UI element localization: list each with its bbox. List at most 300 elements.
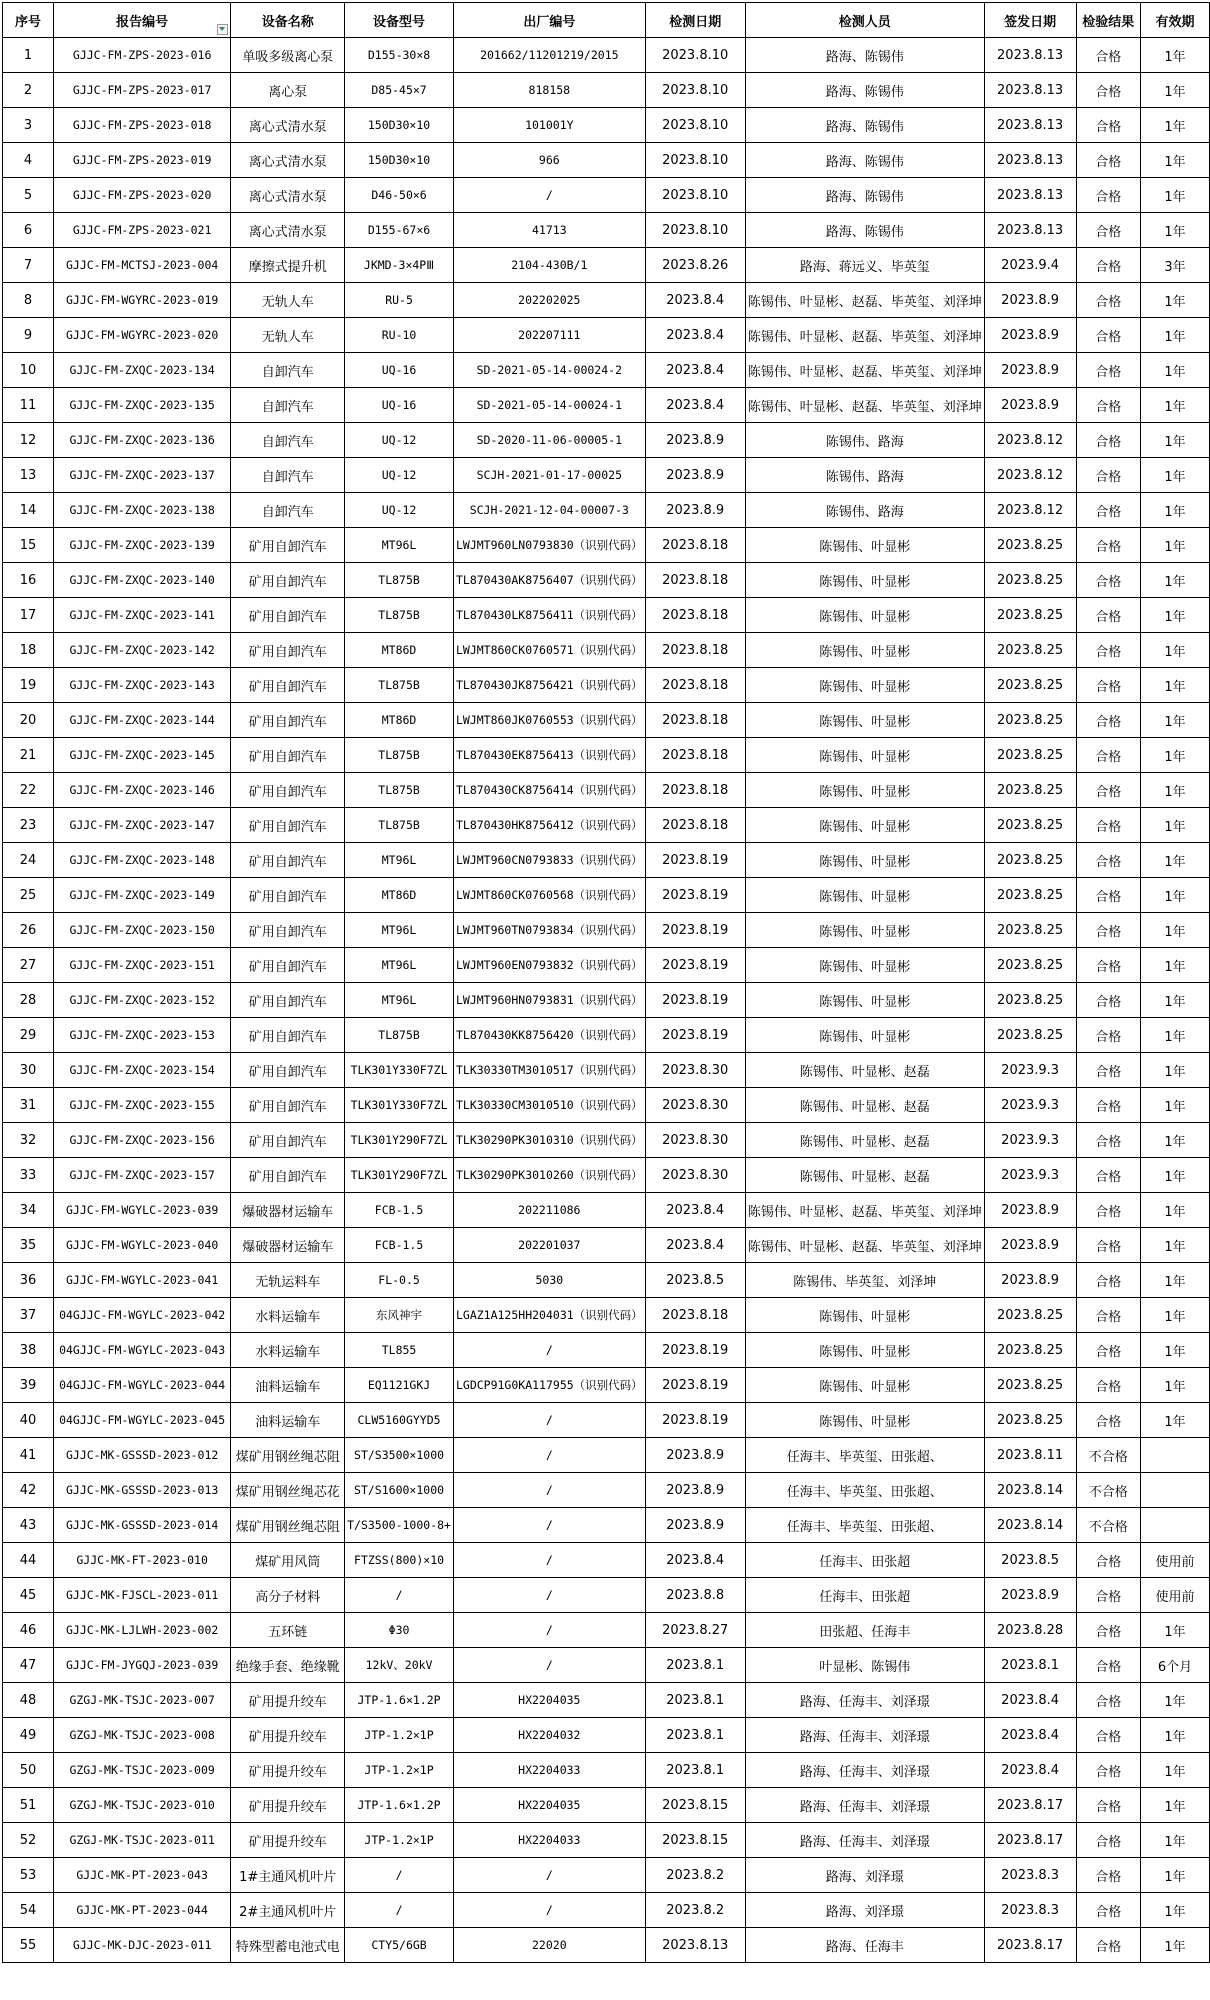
cell-index[interactable]: 7 — [3, 248, 54, 283]
cell-report-no[interactable]: GJJC-FM-ZPS-2023-020 — [54, 178, 231, 213]
cell-issue-date[interactable]: 2023.8.9 — [984, 353, 1076, 388]
cell-device-model[interactable]: MT96L — [345, 913, 454, 948]
cell-inspectors[interactable]: 路海、陈锡伟 — [745, 73, 984, 108]
cell-index[interactable]: 26 — [3, 913, 54, 948]
cell-test-date[interactable]: 2023.8.18 — [645, 773, 745, 808]
cell-factory-no[interactable]: / — [453, 1578, 645, 1613]
cell-inspectors[interactable]: 陈锡伟、叶显彬 — [745, 633, 984, 668]
cell-factory-no[interactable]: 2104-430B/1 — [453, 248, 645, 283]
cell-test-date[interactable]: 2023.8.10 — [645, 38, 745, 73]
cell-index[interactable]: 13 — [3, 458, 54, 493]
cell-inspectors[interactable]: 田张超、任海丰 — [745, 1613, 984, 1648]
cell-index[interactable]: 2 — [3, 73, 54, 108]
cell-index[interactable]: 35 — [3, 1228, 54, 1263]
cell-index[interactable]: 47 — [3, 1648, 54, 1683]
cell-factory-no[interactable]: TL870430AK8756407（识别代码） — [453, 563, 645, 598]
cell-report-no[interactable]: GJJC-FM-ZXQC-2023-153 — [54, 1018, 231, 1053]
cell-test-date[interactable]: 2023.8.18 — [645, 563, 745, 598]
cell-device-name[interactable]: 矿用自卸汽车 — [231, 1018, 345, 1053]
cell-device-name[interactable]: 矿用自卸汽车 — [231, 1158, 345, 1193]
cell-test-date[interactable]: 2023.8.10 — [645, 178, 745, 213]
cell-validity[interactable]: 1年 — [1141, 1368, 1210, 1403]
cell-inspectors[interactable]: 陈锡伟、叶显彬、赵磊、毕英玺、刘泽坤 — [745, 1228, 984, 1263]
cell-factory-no[interactable]: LWJMT960CN0793833（识别代码） — [453, 843, 645, 878]
cell-issue-date[interactable]: 2023.8.13 — [984, 38, 1076, 73]
cell-device-name[interactable]: 矿用提升绞车 — [231, 1788, 345, 1823]
cell-device-model[interactable]: MT86D — [345, 633, 454, 668]
cell-device-name[interactable]: 爆破器材运输车 — [231, 1193, 345, 1228]
cell-factory-no[interactable]: 202207111 — [453, 318, 645, 353]
col-header-factory-no[interactable] — [453, 3, 645, 38]
cell-validity[interactable]: 1年 — [1141, 983, 1210, 1018]
cell-inspectors[interactable]: 陈锡伟、叶显彬 — [745, 668, 984, 703]
cell-test-date[interactable]: 2023.8.26 — [645, 248, 745, 283]
cell-device-model[interactable]: TL875B — [345, 668, 454, 703]
cell-result[interactable]: 合格 — [1076, 528, 1141, 563]
col-header-device-name[interactable] — [231, 3, 345, 38]
cell-validity[interactable]: 1年 — [1141, 948, 1210, 983]
cell-result[interactable]: 不合格 — [1076, 1508, 1141, 1543]
cell-issue-date[interactable]: 2023.8.25 — [984, 1333, 1076, 1368]
col-header-report-no[interactable] — [54, 3, 231, 38]
cell-issue-date[interactable]: 2023.8.4 — [984, 1683, 1076, 1718]
cell-device-name[interactable]: 矿用自卸汽车 — [231, 878, 345, 913]
cell-index[interactable]: 24 — [3, 843, 54, 878]
cell-test-date[interactable]: 2023.8.9 — [645, 493, 745, 528]
cell-validity[interactable]: 1年 — [1141, 1228, 1210, 1263]
cell-device-model[interactable]: CLW5160GYYD5 — [345, 1403, 454, 1438]
cell-result[interactable]: 合格 — [1076, 703, 1141, 738]
cell-validity[interactable]: 1年 — [1141, 1788, 1210, 1823]
cell-validity[interactable]: 1年 — [1141, 318, 1210, 353]
cell-factory-no[interactable]: 201662/11201219/2015 — [453, 38, 645, 73]
cell-device-name[interactable]: 矿用自卸汽车 — [231, 1123, 345, 1158]
cell-report-no[interactable]: GJJC-MK-GSSSD-2023-013 — [54, 1473, 231, 1508]
cell-inspectors[interactable]: 陈锡伟、路海 — [745, 493, 984, 528]
cell-factory-no[interactable]: 202201037 — [453, 1228, 645, 1263]
cell-report-no[interactable]: 04GJJC-FM-WGYLC-2023-043 — [54, 1333, 231, 1368]
cell-validity[interactable]: 1年 — [1141, 213, 1210, 248]
cell-result[interactable]: 合格 — [1076, 1158, 1141, 1193]
cell-issue-date[interactable]: 2023.8.11 — [984, 1438, 1076, 1473]
cell-index[interactable]: 38 — [3, 1333, 54, 1368]
cell-index[interactable]: 42 — [3, 1473, 54, 1508]
cell-result[interactable]: 合格 — [1076, 458, 1141, 493]
cell-issue-date[interactable]: 2023.8.5 — [984, 1543, 1076, 1578]
cell-report-no[interactable]: GZGJ-MK-TSJC-2023-009 — [54, 1753, 231, 1788]
cell-inspectors[interactable]: 叶显彬、陈锡伟 — [745, 1648, 984, 1683]
cell-device-model[interactable]: JTP-1.2×1P — [345, 1753, 454, 1788]
cell-issue-date[interactable]: 2023.8.12 — [984, 458, 1076, 493]
cell-index[interactable]: 16 — [3, 563, 54, 598]
cell-factory-no[interactable]: 101001Y — [453, 108, 645, 143]
cell-inspectors[interactable]: 陈锡伟、叶显彬 — [745, 1298, 984, 1333]
cell-report-no[interactable]: GJJC-MK-DJC-2023-011 — [54, 1928, 231, 1963]
cell-test-date[interactable]: 2023.8.4 — [645, 283, 745, 318]
cell-result[interactable]: 合格 — [1076, 73, 1141, 108]
cell-validity[interactable]: 6个月 — [1141, 1648, 1210, 1683]
cell-report-no[interactable]: GJJC-FM-ZXQC-2023-155 — [54, 1088, 231, 1123]
cell-factory-no[interactable]: 202202025 — [453, 283, 645, 318]
cell-device-model[interactable]: CTY5/6GB — [345, 1928, 454, 1963]
cell-device-name[interactable]: 矿用提升绞车 — [231, 1718, 345, 1753]
cell-validity[interactable]: 1年 — [1141, 1718, 1210, 1753]
cell-index[interactable]: 33 — [3, 1158, 54, 1193]
cell-factory-no[interactable]: / — [453, 178, 645, 213]
cell-issue-date[interactable]: 2023.8.25 — [984, 773, 1076, 808]
cell-inspectors[interactable]: 陈锡伟、叶显彬 — [745, 703, 984, 738]
cell-result[interactable]: 合格 — [1076, 318, 1141, 353]
cell-index[interactable]: 51 — [3, 1788, 54, 1823]
cell-index[interactable]: 10 — [3, 353, 54, 388]
cell-device-name[interactable]: 矿用自卸汽车 — [231, 773, 345, 808]
cell-issue-date[interactable]: 2023.8.9 — [984, 1228, 1076, 1263]
cell-index[interactable]: 45 — [3, 1578, 54, 1613]
cell-report-no[interactable]: GJJC-FM-ZXQC-2023-134 — [54, 353, 231, 388]
cell-inspectors[interactable]: 陈锡伟、叶显彬 — [745, 913, 984, 948]
cell-validity[interactable] — [1141, 1438, 1210, 1473]
cell-issue-date[interactable]: 2023.8.9 — [984, 283, 1076, 318]
cell-validity[interactable] — [1141, 1508, 1210, 1543]
cell-factory-no[interactable]: TL870430HK8756412（识别代码） — [453, 808, 645, 843]
cell-device-name[interactable]: 摩擦式提升机 — [231, 248, 345, 283]
cell-device-name[interactable]: 无轨人车 — [231, 283, 345, 318]
cell-index[interactable]: 49 — [3, 1718, 54, 1753]
cell-device-name[interactable]: 离心泵 — [231, 73, 345, 108]
cell-result[interactable]: 合格 — [1076, 178, 1141, 213]
cell-report-no[interactable]: GJJC-FM-ZXQC-2023-150 — [54, 913, 231, 948]
cell-device-model[interactable]: MT96L — [345, 843, 454, 878]
cell-inspectors[interactable]: 陈锡伟、叶显彬 — [745, 808, 984, 843]
cell-inspectors[interactable]: 路海、任海丰、刘泽璟 — [745, 1823, 984, 1858]
cell-device-model[interactable]: D85-45×7 — [345, 73, 454, 108]
cell-test-date[interactable]: 2023.8.18 — [645, 808, 745, 843]
cell-test-date[interactable]: 2023.8.18 — [645, 528, 745, 563]
cell-report-no[interactable]: GJJC-FM-MCTSJ-2023-004 — [54, 248, 231, 283]
col-header-device-model[interactable] — [345, 3, 454, 38]
cell-report-no[interactable]: GJJC-FM-ZPS-2023-017 — [54, 73, 231, 108]
cell-device-model[interactable]: / — [345, 1858, 454, 1893]
cell-result[interactable]: 合格 — [1076, 773, 1141, 808]
cell-test-date[interactable]: 2023.8.5 — [645, 1263, 745, 1298]
cell-validity[interactable]: 1年 — [1141, 178, 1210, 213]
cell-factory-no[interactable]: 22020 — [453, 1928, 645, 1963]
cell-device-model[interactable]: EQ1121GKJ — [345, 1368, 454, 1403]
cell-device-model[interactable]: / — [345, 1893, 454, 1928]
cell-test-date[interactable]: 2023.8.19 — [645, 983, 745, 1018]
cell-issue-date[interactable]: 2023.8.9 — [984, 1263, 1076, 1298]
cell-validity[interactable]: 1年 — [1141, 493, 1210, 528]
cell-report-no[interactable]: GJJC-FM-ZXQC-2023-142 — [54, 633, 231, 668]
cell-test-date[interactable]: 2023.8.1 — [645, 1648, 745, 1683]
cell-device-model[interactable]: TLK301Y290F7ZL — [345, 1158, 454, 1193]
cell-inspectors[interactable]: 陈锡伟、叶显彬 — [745, 983, 984, 1018]
cell-result[interactable]: 合格 — [1076, 1193, 1141, 1228]
cell-device-model[interactable]: JTP-1.2×1P — [345, 1823, 454, 1858]
cell-result[interactable]: 合格 — [1076, 738, 1141, 773]
cell-index[interactable]: 28 — [3, 983, 54, 1018]
cell-test-date[interactable]: 2023.8.4 — [645, 318, 745, 353]
cell-test-date[interactable]: 2023.8.9 — [645, 423, 745, 458]
cell-device-name[interactable]: 矿用自卸汽车 — [231, 983, 345, 1018]
cell-inspectors[interactable]: 陈锡伟、叶显彬、赵磊、毕英玺、刘泽坤 — [745, 388, 984, 423]
cell-report-no[interactable]: GJJC-FM-ZXQC-2023-147 — [54, 808, 231, 843]
cell-device-name[interactable]: 水料运输车 — [231, 1298, 345, 1333]
cell-index[interactable]: 20 — [3, 703, 54, 738]
cell-factory-no[interactable]: TLK30330TM3010517（识别代码） — [453, 1053, 645, 1088]
cell-index[interactable]: 1 — [3, 38, 54, 73]
cell-validity[interactable]: 1年 — [1141, 598, 1210, 633]
cell-device-name[interactable]: 矿用提升绞车 — [231, 1823, 345, 1858]
cell-report-no[interactable]: GJJC-FM-ZXQC-2023-144 — [54, 703, 231, 738]
cell-inspectors[interactable]: 陈锡伟、叶显彬 — [745, 598, 984, 633]
cell-inspectors[interactable]: 陈锡伟、叶显彬、赵磊 — [745, 1053, 984, 1088]
cell-issue-date[interactable]: 2023.8.25 — [984, 668, 1076, 703]
cell-device-name[interactable]: 矿用自卸汽车 — [231, 563, 345, 598]
cell-result[interactable]: 合格 — [1076, 1788, 1141, 1823]
cell-report-no[interactable]: GJJC-FM-ZXQC-2023-137 — [54, 458, 231, 493]
cell-factory-no[interactable]: HX2204035 — [453, 1788, 645, 1823]
cell-validity[interactable]: 1年 — [1141, 913, 1210, 948]
cell-factory-no[interactable]: / — [453, 1333, 645, 1368]
cell-device-name[interactable]: 无轨运料车 — [231, 1263, 345, 1298]
cell-validity[interactable]: 1年 — [1141, 843, 1210, 878]
cell-device-name[interactable]: 矿用自卸汽车 — [231, 633, 345, 668]
cell-test-date[interactable]: 2023.8.19 — [645, 948, 745, 983]
cell-report-no[interactable]: GJJC-FM-ZPS-2023-021 — [54, 213, 231, 248]
cell-device-model[interactable]: UQ-12 — [345, 493, 454, 528]
cell-issue-date[interactable]: 2023.8.9 — [984, 388, 1076, 423]
cell-inspectors[interactable]: 陈锡伟、叶显彬 — [745, 528, 984, 563]
cell-device-model[interactable]: FCB-1.5 — [345, 1193, 454, 1228]
cell-index[interactable]: 8 — [3, 283, 54, 318]
cell-factory-no[interactable]: LWJMT960HN0793831（识别代码） — [453, 983, 645, 1018]
cell-inspectors[interactable]: 陈锡伟、叶显彬 — [745, 843, 984, 878]
cell-validity[interactable]: 1年 — [1141, 703, 1210, 738]
cell-report-no[interactable]: GJJC-FM-ZXQC-2023-141 — [54, 598, 231, 633]
cell-factory-no[interactable]: / — [453, 1648, 645, 1683]
cell-device-model[interactable]: 东风神宇 — [345, 1298, 454, 1333]
cell-issue-date[interactable]: 2023.9.3 — [984, 1123, 1076, 1158]
cell-issue-date[interactable]: 2023.8.25 — [984, 983, 1076, 1018]
cell-test-date[interactable]: 2023.8.4 — [645, 353, 745, 388]
cell-result[interactable]: 合格 — [1076, 1403, 1141, 1438]
cell-factory-no[interactable]: LWJMT860CK0760571（识别代码） — [453, 633, 645, 668]
cell-device-model[interactable]: TL875B — [345, 1018, 454, 1053]
cell-inspectors[interactable]: 任海丰、田张超 — [745, 1578, 984, 1613]
cell-device-name[interactable]: 离心式清水泵 — [231, 143, 345, 178]
cell-factory-no[interactable]: / — [453, 1403, 645, 1438]
cell-report-no[interactable]: GJJC-FM-ZXQC-2023-143 — [54, 668, 231, 703]
cell-device-model[interactable]: 150D30×10 — [345, 108, 454, 143]
cell-validity[interactable]: 1年 — [1141, 1403, 1210, 1438]
cell-device-model[interactable]: RU-10 — [345, 318, 454, 353]
cell-test-date[interactable]: 2023.8.4 — [645, 388, 745, 423]
cell-validity[interactable]: 1年 — [1141, 73, 1210, 108]
cell-result[interactable]: 合格 — [1076, 1298, 1141, 1333]
cell-validity[interactable]: 1年 — [1141, 1823, 1210, 1858]
cell-inspectors[interactable]: 陈锡伟、叶显彬 — [745, 1403, 984, 1438]
cell-device-name[interactable]: 矿用自卸汽车 — [231, 913, 345, 948]
cell-result[interactable]: 合格 — [1076, 493, 1141, 528]
cell-factory-no[interactable]: TL870430LK8756411（识别代码） — [453, 598, 645, 633]
cell-device-name[interactable]: 矿用自卸汽车 — [231, 1088, 345, 1123]
cell-inspectors[interactable]: 路海、刘泽璟 — [745, 1893, 984, 1928]
cell-index[interactable]: 3 — [3, 108, 54, 143]
cell-issue-date[interactable]: 2023.8.17 — [984, 1928, 1076, 1963]
cell-result[interactable]: 合格 — [1076, 1333, 1141, 1368]
cell-report-no[interactable]: GJJC-FM-WGYRC-2023-019 — [54, 283, 231, 318]
cell-issue-date[interactable]: 2023.8.4 — [984, 1718, 1076, 1753]
cell-test-date[interactable]: 2023.8.10 — [645, 108, 745, 143]
cell-validity[interactable]: 1年 — [1141, 1613, 1210, 1648]
cell-factory-no[interactable]: / — [453, 1893, 645, 1928]
cell-validity[interactable]: 1年 — [1141, 528, 1210, 563]
cell-report-no[interactable]: GJJC-FM-ZXQC-2023-139 — [54, 528, 231, 563]
cell-index[interactable]: 37 — [3, 1298, 54, 1333]
cell-device-name[interactable]: 自卸汽车 — [231, 493, 345, 528]
cell-report-no[interactable]: GJJC-MK-GSSSD-2023-014 — [54, 1508, 231, 1543]
cell-test-date[interactable]: 2023.8.19 — [645, 1333, 745, 1368]
cell-issue-date[interactable]: 2023.8.25 — [984, 528, 1076, 563]
cell-device-model[interactable]: RU-5 — [345, 283, 454, 318]
cell-test-date[interactable]: 2023.8.8 — [645, 1578, 745, 1613]
cell-inspectors[interactable]: 路海、任海丰、刘泽璟 — [745, 1683, 984, 1718]
cell-test-date[interactable]: 2023.8.18 — [645, 598, 745, 633]
cell-inspectors[interactable]: 陈锡伟、叶显彬、赵磊、毕英玺、刘泽坤 — [745, 353, 984, 388]
cell-inspectors[interactable]: 任海丰、毕英玺、田张超、 — [745, 1438, 984, 1473]
cell-device-name[interactable]: 离心式清水泵 — [231, 178, 345, 213]
cell-inspectors[interactable]: 路海、任海丰、刘泽璟 — [745, 1753, 984, 1788]
cell-index[interactable]: 41 — [3, 1438, 54, 1473]
col-header-index[interactable] — [3, 3, 54, 38]
cell-issue-date[interactable]: 2023.8.25 — [984, 878, 1076, 913]
cell-issue-date[interactable]: 2023.8.25 — [984, 1298, 1076, 1333]
cell-validity[interactable]: 1年 — [1141, 1018, 1210, 1053]
cell-test-date[interactable]: 2023.8.19 — [645, 913, 745, 948]
cell-report-no[interactable]: GJJC-FM-ZXQC-2023-140 — [54, 563, 231, 598]
cell-inspectors[interactable]: 路海、陈锡伟 — [745, 108, 984, 143]
cell-issue-date[interactable]: 2023.8.9 — [984, 1578, 1076, 1613]
cell-device-name[interactable]: 煤矿用钢丝绳芯花 — [231, 1473, 345, 1508]
cell-test-date[interactable]: 2023.8.9 — [645, 1438, 745, 1473]
cell-index[interactable]: 22 — [3, 773, 54, 808]
cell-result[interactable]: 合格 — [1076, 38, 1141, 73]
cell-issue-date[interactable]: 2023.8.25 — [984, 1018, 1076, 1053]
cell-issue-date[interactable]: 2023.8.25 — [984, 1403, 1076, 1438]
cell-result[interactable]: 合格 — [1076, 248, 1141, 283]
cell-device-name[interactable]: 煤矿用钢丝绳芯阻 — [231, 1438, 345, 1473]
cell-report-no[interactable]: GZGJ-MK-TSJC-2023-008 — [54, 1718, 231, 1753]
cell-report-no[interactable]: GJJC-FM-JYGQJ-2023-039 — [54, 1648, 231, 1683]
cell-report-no[interactable]: GJJC-MK-PT-2023-043 — [54, 1858, 231, 1893]
cell-report-no[interactable]: GJJC-FM-WGYLC-2023-039 — [54, 1193, 231, 1228]
cell-validity[interactable]: 1年 — [1141, 1683, 1210, 1718]
cell-factory-no[interactable]: SCJH-2021-01-17-00025 — [453, 458, 645, 493]
cell-validity[interactable]: 1年 — [1141, 773, 1210, 808]
cell-inspectors[interactable]: 陈锡伟、路海 — [745, 423, 984, 458]
cell-device-name[interactable]: 五环链 — [231, 1613, 345, 1648]
cell-issue-date[interactable]: 2023.8.4 — [984, 1753, 1076, 1788]
cell-index[interactable]: 55 — [3, 1928, 54, 1963]
cell-report-no[interactable]: GJJC-FM-ZXQC-2023-152 — [54, 983, 231, 1018]
cell-index[interactable]: 27 — [3, 948, 54, 983]
cell-factory-no[interactable]: 202211086 — [453, 1193, 645, 1228]
cell-device-model[interactable]: D46-50×6 — [345, 178, 454, 213]
cell-device-name[interactable]: 高分子材料 — [231, 1578, 345, 1613]
cell-test-date[interactable]: 2023.8.2 — [645, 1858, 745, 1893]
cell-factory-no[interactable]: LWJMT960EN0793832（识别代码） — [453, 948, 645, 983]
cell-validity[interactable]: 1年 — [1141, 1298, 1210, 1333]
cell-issue-date[interactable]: 2023.8.28 — [984, 1613, 1076, 1648]
cell-inspectors[interactable]: 陈锡伟、毕英玺、刘泽坤 — [745, 1263, 984, 1298]
cell-index[interactable]: 34 — [3, 1193, 54, 1228]
cell-device-model[interactable]: FTZSS(800)×10 — [345, 1543, 454, 1578]
cell-issue-date[interactable]: 2023.8.25 — [984, 738, 1076, 773]
cell-device-name[interactable]: 矿用自卸汽车 — [231, 738, 345, 773]
cell-test-date[interactable]: 2023.8.1 — [645, 1753, 745, 1788]
cell-test-date[interactable]: 2023.8.4 — [645, 1193, 745, 1228]
cell-device-model[interactable]: TL875B — [345, 563, 454, 598]
cell-device-name[interactable]: 矿用自卸汽车 — [231, 703, 345, 738]
cell-report-no[interactable]: GJJC-FM-ZXQC-2023-146 — [54, 773, 231, 808]
cell-report-no[interactable]: GJJC-FM-WGYLC-2023-041 — [54, 1263, 231, 1298]
cell-factory-no[interactable]: / — [453, 1613, 645, 1648]
cell-index[interactable]: 17 — [3, 598, 54, 633]
cell-result[interactable]: 合格 — [1076, 213, 1141, 248]
cell-inspectors[interactable]: 任海丰、毕英玺、田张超、 — [745, 1508, 984, 1543]
cell-issue-date[interactable]: 2023.8.25 — [984, 563, 1076, 598]
cell-inspectors[interactable]: 路海、任海丰、刘泽璟 — [745, 1718, 984, 1753]
cell-issue-date[interactable]: 2023.8.3 — [984, 1858, 1076, 1893]
cell-issue-date[interactable]: 2023.9.3 — [984, 1158, 1076, 1193]
cell-report-no[interactable]: GJJC-MK-LJLWH-2023-002 — [54, 1613, 231, 1648]
cell-device-model[interactable]: TL875B — [345, 738, 454, 773]
cell-index[interactable]: 21 — [3, 738, 54, 773]
cell-result[interactable]: 合格 — [1076, 948, 1141, 983]
cell-issue-date[interactable]: 2023.8.25 — [984, 633, 1076, 668]
col-header-validity[interactable] — [1141, 3, 1210, 38]
cell-device-model[interactable]: MT96L — [345, 948, 454, 983]
cell-result[interactable]: 不合格 — [1076, 1438, 1141, 1473]
cell-factory-no[interactable]: TL870430KK8756420（识别代码） — [453, 1018, 645, 1053]
cell-device-name[interactable]: 自卸汽车 — [231, 423, 345, 458]
cell-test-date[interactable]: 2023.8.30 — [645, 1088, 745, 1123]
cell-device-model[interactable]: TL875B — [345, 598, 454, 633]
cell-factory-no[interactable]: TLK30330CM3010510（识别代码） — [453, 1088, 645, 1123]
cell-result[interactable]: 合格 — [1076, 1263, 1141, 1298]
cell-device-model[interactable]: T/S3500-1000-8+ — [345, 1508, 454, 1543]
cell-inspectors[interactable]: 陈锡伟、叶显彬 — [745, 878, 984, 913]
cell-issue-date[interactable]: 2023.8.25 — [984, 948, 1076, 983]
cell-report-no[interactable]: GJJC-MK-FT-2023-010 — [54, 1543, 231, 1578]
cell-index[interactable]: 23 — [3, 808, 54, 843]
cell-validity[interactable]: 1年 — [1141, 38, 1210, 73]
cell-report-no[interactable]: GJJC-FM-ZXQC-2023-151 — [54, 948, 231, 983]
cell-report-no[interactable]: GJJC-FM-ZPS-2023-018 — [54, 108, 231, 143]
cell-index[interactable]: 53 — [3, 1858, 54, 1893]
cell-test-date[interactable]: 2023.8.9 — [645, 1508, 745, 1543]
cell-validity[interactable]: 1年 — [1141, 458, 1210, 493]
cell-issue-date[interactable]: 2023.8.25 — [984, 598, 1076, 633]
cell-factory-no[interactable]: / — [453, 1858, 645, 1893]
cell-index[interactable]: 9 — [3, 318, 54, 353]
cell-device-name[interactable]: 单吸多级离心泵 — [231, 38, 345, 73]
cell-inspectors[interactable]: 陈锡伟、叶显彬 — [745, 1368, 984, 1403]
cell-inspectors[interactable]: 路海、陈锡伟 — [745, 143, 984, 178]
cell-test-date[interactable]: 2023.8.19 — [645, 1403, 745, 1438]
cell-result[interactable]: 合格 — [1076, 1053, 1141, 1088]
